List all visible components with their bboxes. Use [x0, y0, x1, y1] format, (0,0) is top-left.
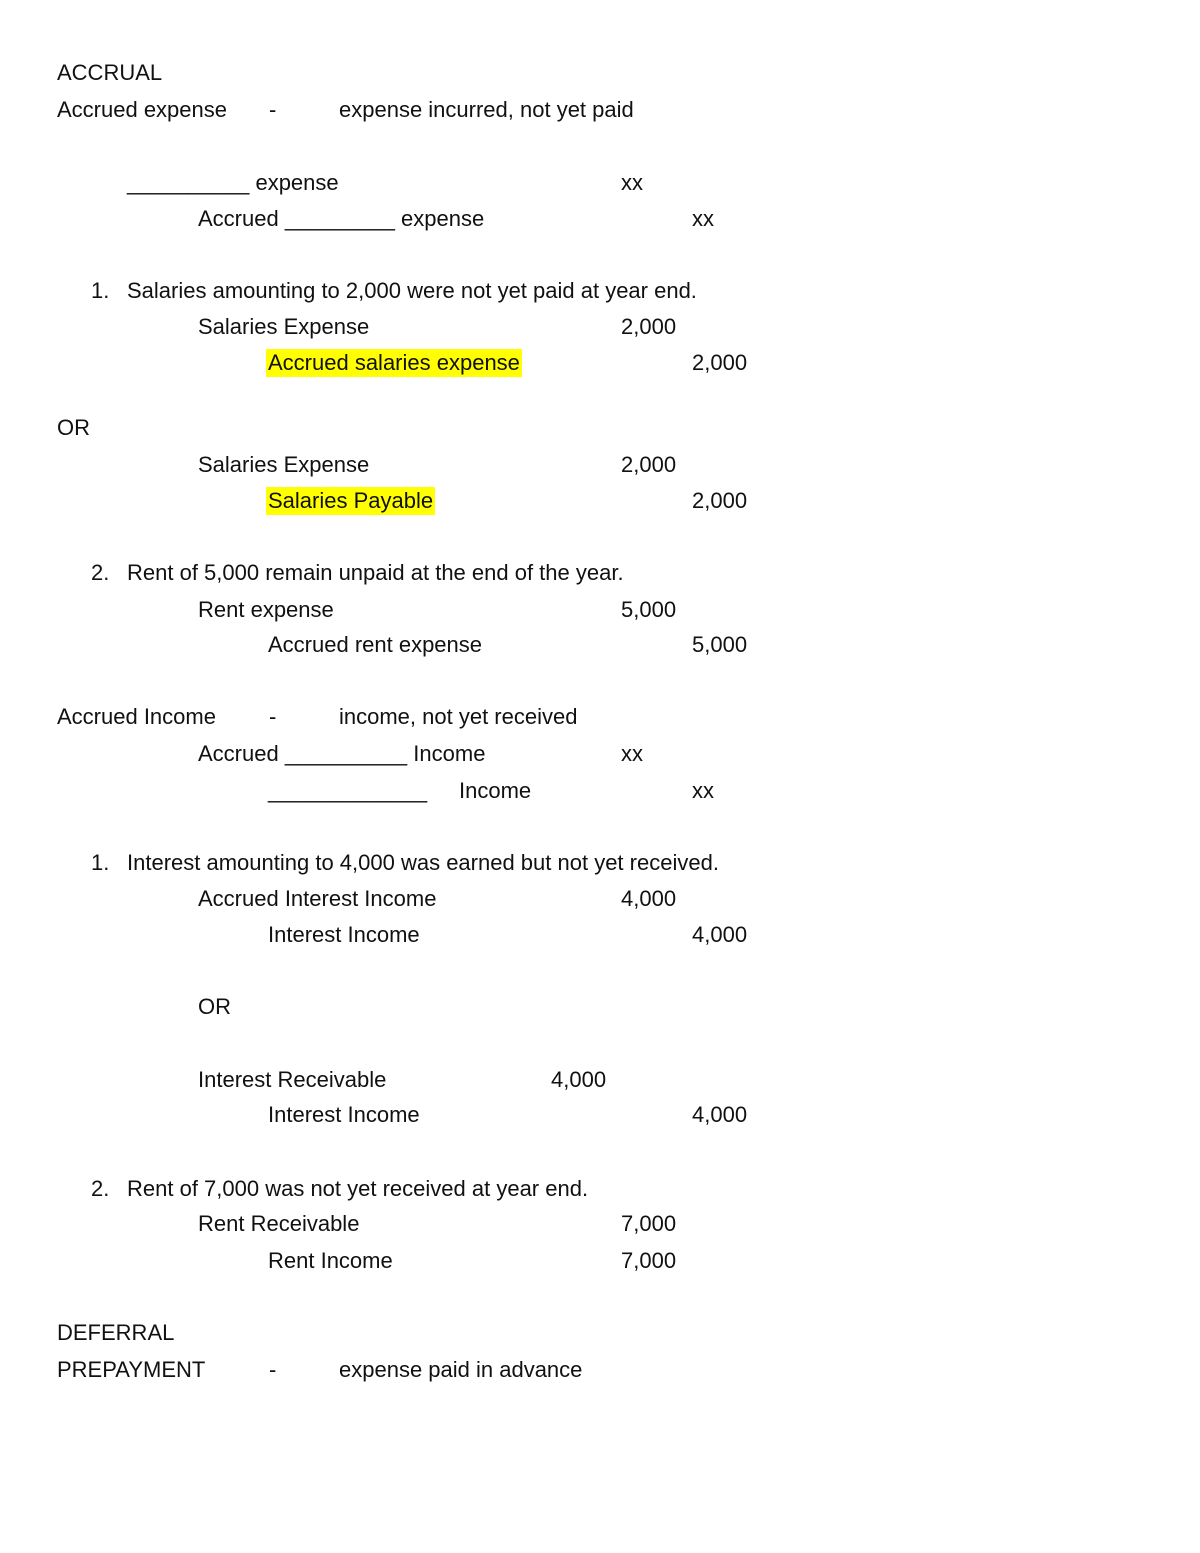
- entry-debit-amount: 4,000: [621, 886, 677, 911]
- example-text: Interest amounting to 4,000 was earned but not yet received.: [127, 850, 719, 875]
- prepayment-definition: expense paid in advance: [339, 1357, 583, 1382]
- template-debit-amount: xx: [621, 741, 643, 766]
- example-number: 2.: [91, 560, 110, 585]
- accrued-income-term: Accrued Income: [57, 704, 216, 729]
- example-text: Rent of 7,000 was not yet received at year end.: [127, 1176, 589, 1201]
- example-number: 1.: [91, 850, 110, 875]
- or-label: OR: [198, 994, 231, 1019]
- deferral-heading: DEFERRAL: [57, 1320, 175, 1345]
- entry-debit-account: Rent expense: [198, 597, 334, 622]
- accrued-expense-term: Accrued expense: [57, 97, 227, 122]
- entry-debit-amount: 5,000: [621, 597, 677, 622]
- template-credit-blank: _____________: [268, 778, 428, 803]
- accrual-heading: ACCRUAL: [57, 60, 163, 85]
- entry-credit-account: Interest Income: [268, 1102, 420, 1127]
- entry-debit-account: Accrued Interest Income: [198, 886, 437, 911]
- example-number: 2.: [91, 1176, 110, 1201]
- entry-debit-account: Interest Receivable: [198, 1067, 387, 1092]
- entry-debit-account: Salaries Expense: [198, 314, 370, 339]
- entry-credit-amount: 7,000: [621, 1248, 677, 1273]
- example-text: Rent of 5,000 remain unpaid at the end of the year.: [127, 560, 624, 585]
- template-debit-account: Accrued __________ Income: [198, 741, 486, 766]
- entry-debit-amount: 2,000: [621, 452, 677, 477]
- entry-credit-account-highlighted: Salaries Payable: [268, 488, 434, 513]
- template-credit-amount: xx: [692, 206, 714, 231]
- definition-dash: -: [269, 97, 277, 122]
- entry-debit-account: Rent Receivable: [198, 1211, 360, 1236]
- accrued-income-definition: income, not yet received: [339, 704, 578, 729]
- example-number: 1.: [91, 278, 110, 303]
- prepayment-term: PREPAYMENT: [57, 1357, 206, 1382]
- template-credit-amount: xx: [692, 778, 714, 803]
- entry-debit-account: Salaries Expense: [198, 452, 370, 477]
- entry-credit-amount: 4,000: [692, 922, 748, 947]
- entry-credit-amount: 5,000: [692, 632, 748, 657]
- or-label: OR: [57, 415, 90, 440]
- definition-dash: -: [269, 1357, 277, 1382]
- example-text: Salaries amounting to 2,000 were not yet paid at year end.: [127, 278, 697, 303]
- entry-debit-amount: 7,000: [621, 1211, 677, 1236]
- entry-credit-amount: 4,000: [692, 1102, 748, 1127]
- entry-credit-account: Accrued rent expense: [268, 632, 483, 657]
- definition-dash: -: [269, 704, 277, 729]
- template-credit-account: Accrued _________ expense: [198, 206, 485, 231]
- entry-credit-account-highlighted: Accrued salaries expense: [268, 350, 520, 375]
- accrued-expense-definition: expense incurred, not yet paid: [339, 97, 634, 122]
- entry-credit-account: Interest Income: [268, 922, 420, 947]
- template-debit-account: __________ expense: [127, 170, 339, 195]
- template-credit-account: Income: [459, 778, 532, 803]
- entry-credit-amount: 2,000: [692, 350, 748, 375]
- template-debit-amount: xx: [621, 170, 643, 195]
- entry-credit-amount: 2,000: [692, 488, 748, 513]
- entry-debit-amount: 4,000: [551, 1067, 607, 1092]
- entry-debit-amount: 2,000: [621, 314, 677, 339]
- entry-credit-account: Rent Income: [268, 1248, 393, 1273]
